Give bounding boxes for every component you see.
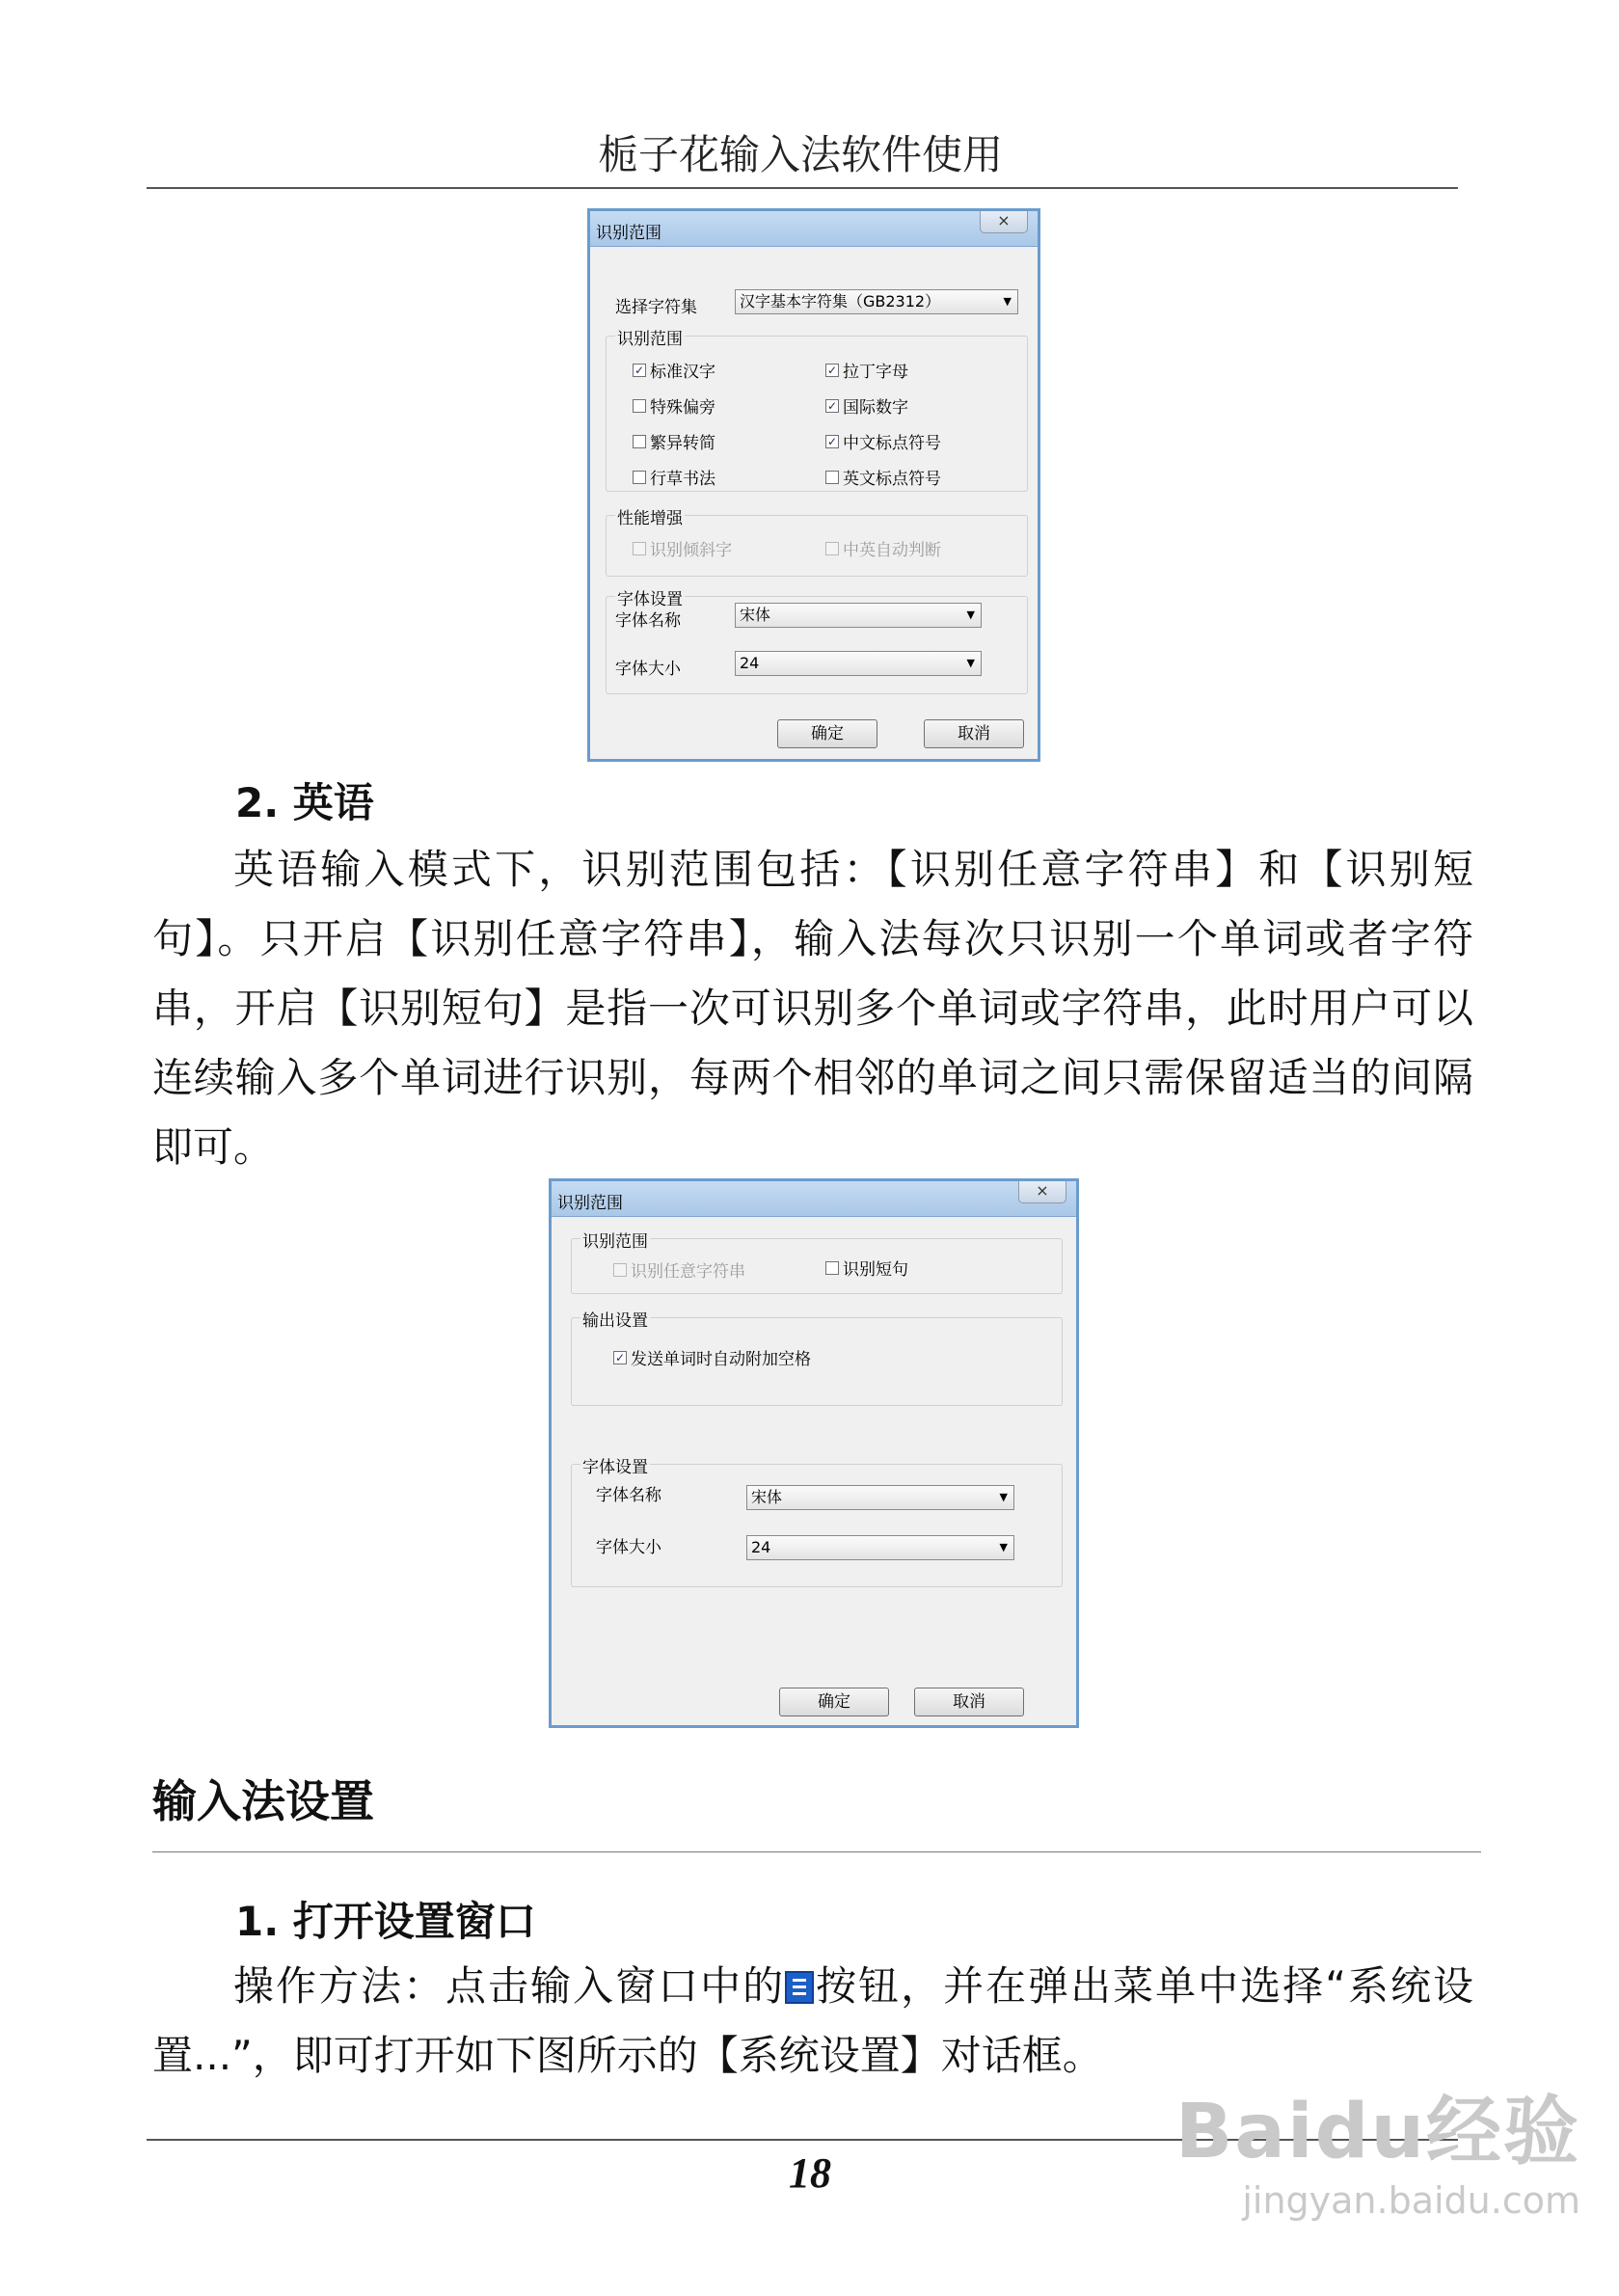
section-heading-settings: 输入法设置: [152, 1775, 374, 1827]
output-group-title: 输出设置: [580, 1307, 650, 1331]
checkbox-box: [825, 471, 839, 484]
checkbox-label: 拉丁字母: [843, 363, 908, 382]
baidu-watermark: [1175, 2071, 1580, 2222]
recognition-range-dialog-chinese: [587, 208, 1040, 762]
english-paragraph-block: [152, 835, 1473, 1182]
checkbox-any-string[interactable]: [613, 1257, 745, 1282]
settings-paragraph: [152, 1952, 1473, 2091]
paragraph-text-after: 按钮，并在弹出菜单中选择“系统设置...”，即可打开如下图所示的【系统设置】对话框。: [152, 1962, 1473, 2079]
checkbox-label: 特殊偏旁: [650, 398, 715, 418]
checkbox-label: 识别任意字符串: [631, 1262, 745, 1282]
checkbox-box: ✓: [614, 1350, 626, 1364]
font-name-select[interactable]: [746, 1485, 1014, 1510]
chevron-down-icon: ▼: [1003, 295, 1012, 308]
chevron-down-icon: ▼: [966, 657, 975, 669]
font-name-label: 字体名称: [615, 611, 681, 631]
font-name-value: 宋体: [751, 1488, 783, 1506]
checkbox-radicals[interactable]: [633, 393, 715, 418]
checkbox-digits[interactable]: [825, 393, 908, 418]
checkbox-box: [633, 435, 646, 448]
checkbox-standard-hanzi[interactable]: [633, 358, 715, 382]
checkbox-label: 繁异转简: [650, 434, 715, 453]
page-number: 18: [789, 2149, 831, 2197]
checkbox-auto-detect[interactable]: [825, 536, 941, 560]
checkbox-label: 中英自动判断: [843, 541, 941, 560]
checkbox-label: 识别短句: [843, 1260, 908, 1280]
font-size-label: 字体大小: [596, 1538, 661, 1557]
dialog-title: 识别范围: [596, 224, 661, 243]
charset-select[interactable]: [735, 289, 1018, 314]
charset-label: 选择字符集: [615, 298, 697, 317]
range-group-title: 识别范围: [615, 325, 685, 349]
checkbox-box: [613, 1263, 627, 1277]
checkbox-box: ✓: [826, 398, 838, 413]
font-size-value: 24: [740, 654, 760, 672]
checkbox-italic[interactable]: [633, 536, 732, 560]
checkbox-cn-punct[interactable]: [825, 429, 941, 453]
checkbox-box: ✓: [634, 363, 645, 377]
cancel-button[interactable]: 取消: [924, 719, 1024, 748]
paragraph-text-before: 操作方法：点击输入窗口中的: [233, 1962, 786, 2010]
charset-value: 汉字基本字符集（GB2312）: [740, 292, 941, 311]
checkbox-box: [633, 542, 646, 555]
checkbox-label: 识别倾斜字: [650, 541, 732, 560]
font-name-select[interactable]: [735, 603, 982, 628]
checkbox-label: 行草书法: [650, 470, 715, 489]
english-paragraph: 英语输入模式下，识别范围包括：【识别任意字符串】和【识别短句】。只开启【识别任意字符串】，输入法每次只识别一个单词或者字符串，开启【识别短句】是指一次可识别多个单词或字符串，此时用户可以连续输入多个单词进行识别，每两个相邻的单词之间只需保留适当的间隔即可。: [152, 846, 1473, 1171]
dialog-title-bar[interactable]: [590, 211, 1038, 247]
range-group-title: 识别范围: [580, 1228, 650, 1252]
checkbox-box: ✓: [826, 434, 838, 448]
page-header-title: 栀子花输入法软件使用: [597, 131, 1003, 178]
watermark-url: jingyan.baidu.com: [1242, 2179, 1580, 2222]
font-group-title: 字体设置: [580, 1453, 650, 1477]
checkbox-box: ✓: [826, 363, 838, 377]
checkbox-box: [633, 471, 646, 484]
font-group-title: 字体设置: [615, 585, 685, 609]
font-size-label: 字体大小: [615, 660, 681, 679]
checkbox-auto-space[interactable]: [613, 1345, 811, 1369]
chevron-down-icon: ▼: [999, 1541, 1008, 1553]
checkbox-label: 中文标点符号: [843, 434, 941, 453]
checkbox-en-punct[interactable]: [825, 465, 941, 489]
font-size-value: 24: [751, 1538, 771, 1556]
font-name-label: 字体名称: [596, 1486, 661, 1505]
font-name-value: 宋体: [740, 606, 771, 624]
section-rule: [152, 1851, 1481, 1852]
menu-list-icon: [785, 1971, 814, 2004]
recognition-range-dialog-english: [549, 1178, 1079, 1728]
chevron-down-icon: ▼: [966, 608, 975, 621]
checkbox-label: 英文标点符号: [843, 470, 941, 489]
header-rule: [147, 187, 1458, 189]
cancel-button[interactable]: 取消: [914, 1688, 1024, 1716]
dialog-title: 识别范围: [557, 1194, 623, 1213]
checkbox-box: [825, 542, 839, 555]
chevron-down-icon: ▼: [999, 1491, 1008, 1503]
checkbox-latin[interactable]: [825, 358, 908, 382]
perf-group-title: 性能增强: [615, 504, 685, 528]
checkbox-traditional[interactable]: [633, 429, 715, 453]
checkbox-cursive[interactable]: [633, 465, 715, 489]
settings-paragraph-block: [152, 1952, 1473, 2091]
close-button[interactable]: ×: [980, 211, 1028, 233]
checkbox-short-sentence[interactable]: [825, 1256, 908, 1280]
watermark-brand: Baidu经验: [1174, 2089, 1580, 2175]
close-button[interactable]: ×: [1018, 1181, 1066, 1203]
checkbox-label: 国际数字: [843, 398, 908, 418]
ok-button[interactable]: 确定: [777, 719, 877, 748]
ok-button[interactable]: 确定: [779, 1688, 889, 1716]
section-heading-english: 2. 英语: [235, 779, 374, 826]
font-size-select[interactable]: [746, 1535, 1014, 1560]
font-size-select[interactable]: [735, 651, 982, 676]
checkbox-box: [825, 1261, 839, 1275]
checkbox-label: 发送单词时自动附加空格: [631, 1350, 811, 1369]
dialog-title-bar[interactable]: [552, 1181, 1076, 1217]
sub-heading-open-settings: 1. 打开设置窗口: [235, 1898, 536, 1945]
checkbox-box: [633, 399, 646, 413]
checkbox-label: 标准汉字: [650, 363, 715, 382]
